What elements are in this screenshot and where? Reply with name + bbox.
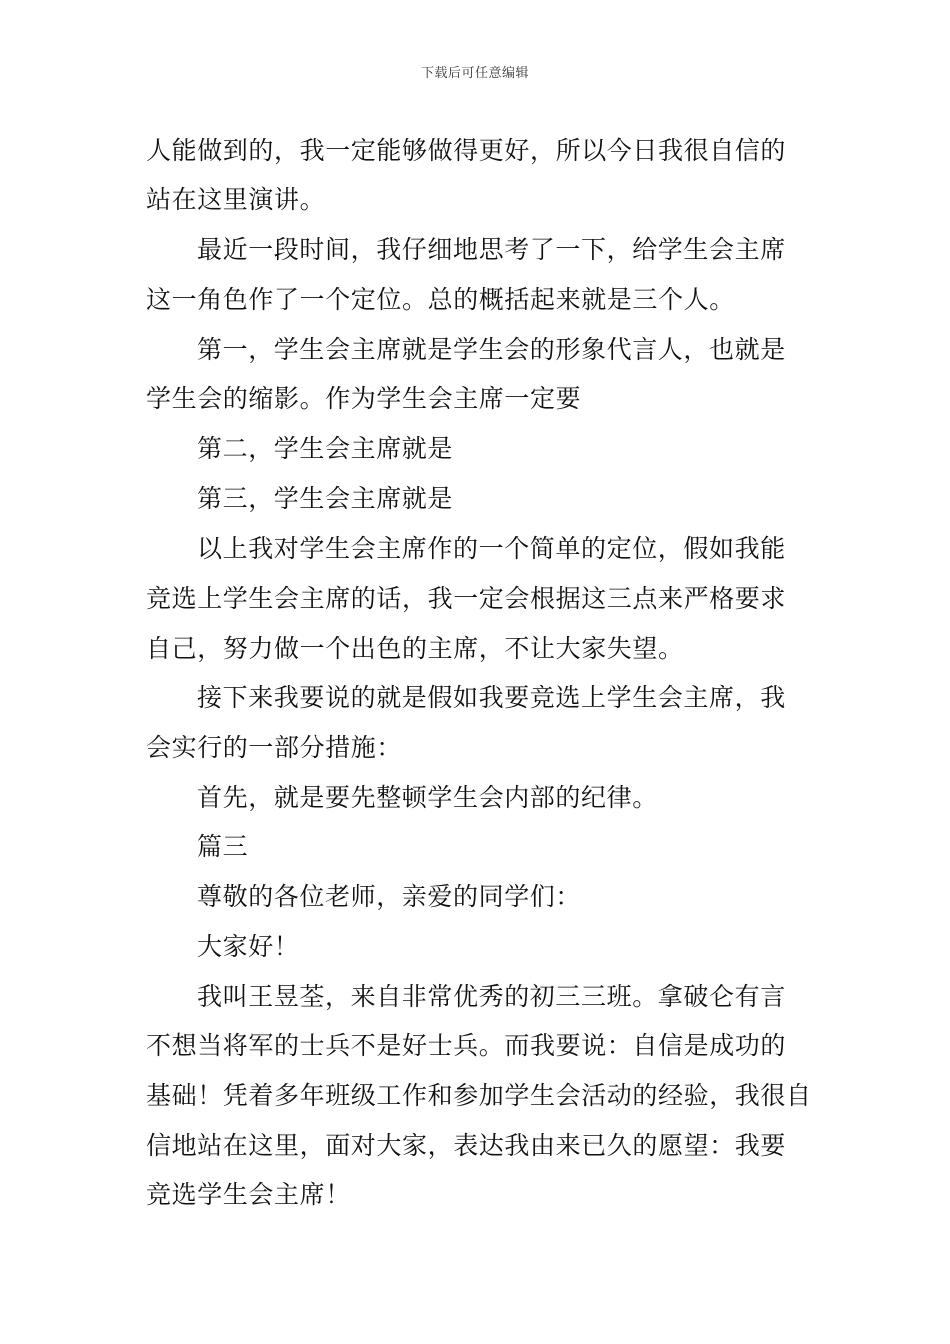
paragraph-line: 以上我对学生会主席作的一个简单的定位，假如我能 <box>197 534 786 563</box>
paragraph-line: 站在这里演讲。 <box>146 185 326 214</box>
paragraph-line: 第二，学生会主席就是 <box>197 434 454 463</box>
paragraph-line: 不想当将军的士兵不是好士兵。而我要说：自信是成功的 <box>146 1031 787 1060</box>
salutation-line: 尊敬的各位老师，亲爱的同学们： <box>197 882 582 911</box>
paragraph-line: 首先，就是要先整顿学生会内部的纪律。 <box>197 783 658 812</box>
paragraph-line: 最近一段时间，我仔细地思考了一下，给学生会主席 <box>197 235 786 264</box>
greeting-line: 大家好！ <box>197 932 300 961</box>
paragraph-line: 自己，努力做一个出色的主席，不让大家失望。 <box>146 634 684 663</box>
paragraph-line: 人能做到的，我一定能够做得更好，所以今日我很自信的 <box>146 136 787 165</box>
page-header: 下载后可任意编辑 <box>420 66 529 81</box>
section-title: 篇三 <box>197 832 249 861</box>
paragraph-line: 这一角色作了一个定位。总的概括起来就是三个人。 <box>146 285 735 314</box>
paragraph-line: 学生会的缩影。作为学生会主席一定要 <box>146 384 582 413</box>
paragraph-line: 基础！凭着多年班级工作和参加学生会活动的经验，我很自 <box>146 1081 812 1110</box>
paragraph-line: 会实行的一部分措施： <box>146 733 403 762</box>
paragraph-line: 竞选学生会主席！ <box>146 1180 351 1209</box>
paragraph-line: 我叫王昱荃，来自非常优秀的初三三班。拿破仑有言 <box>197 982 786 1011</box>
paragraph-line: 第一，学生会主席就是学生会的形象代言人，也就是 <box>197 335 786 364</box>
paragraph-line: 信地站在这里，面对大家，表达我由来已久的愿望：我要 <box>146 1131 787 1160</box>
paragraph-line: 第三，学生会主席就是 <box>197 484 454 513</box>
paragraph-line: 竞选上学生会主席的话，我一定会根据这三点来严格要求 <box>146 584 787 613</box>
paragraph-line: 接下来我要说的就是假如我要竞选上学生会主席，我 <box>197 683 786 712</box>
